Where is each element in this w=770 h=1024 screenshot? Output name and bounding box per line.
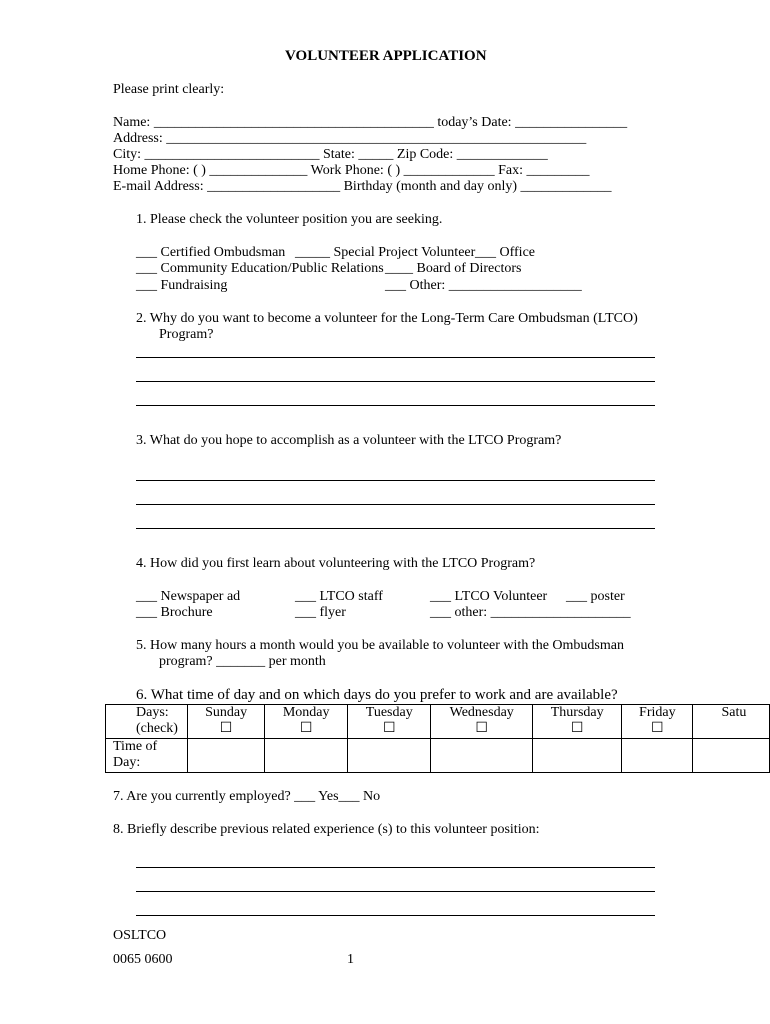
question-2: 2. Why do you want to become a volunteer for the Long-Term Care Ombudsman (LTCO) xyxy=(136,311,638,326)
email-birthday-field[interactable]: E-mail Address: ___________________ Birthday (month and day only) _____________ xyxy=(113,179,612,194)
source-brochure[interactable]: ___ Brochure xyxy=(136,605,213,620)
question-3: 3. What do you hope to accomplish as a volunteer with the LTCO Program? xyxy=(136,433,562,448)
answer-line[interactable] xyxy=(136,504,655,505)
question-5-cont[interactable]: program? _______ per month xyxy=(159,654,326,669)
check-label: (check) xyxy=(136,721,178,736)
time-label: Time of xyxy=(113,739,158,754)
position-community-education[interactable]: ___ Community Education/Public Relations xyxy=(136,261,384,276)
time-saturday[interactable] xyxy=(693,739,770,773)
position-special-project[interactable]: _____ Special Project Volunteer xyxy=(295,245,476,260)
time-sunday[interactable] xyxy=(187,739,264,773)
city-state-zip-field[interactable]: City: _________________________ State: _____ Zip Code: _____________ xyxy=(113,147,548,162)
position-office[interactable]: ___ Office xyxy=(475,245,535,260)
day-label: Satu xyxy=(721,705,747,720)
page-title: VOLUNTEER APPLICATION xyxy=(285,48,487,64)
checkbox-icon[interactable]: ☐ xyxy=(651,721,664,736)
answer-line[interactable] xyxy=(136,867,655,868)
source-flyer[interactable]: ___ flyer xyxy=(295,605,346,620)
time-label-cell xyxy=(106,739,188,773)
checkbox-icon[interactable]: ☐ xyxy=(382,721,396,736)
question-5: 5. How many hours a month would you be available to volunteer with the Ombudsman xyxy=(136,638,624,653)
footer-form-code: 0065 0600 xyxy=(113,952,173,967)
day-wednesday[interactable] xyxy=(431,705,533,739)
source-ltco-volunteer[interactable]: ___ LTCO Volunteer xyxy=(430,589,548,604)
checkbox-icon[interactable]: ☐ xyxy=(299,721,313,736)
source-poster[interactable]: ___ poster xyxy=(566,589,625,604)
day-thursday[interactable] xyxy=(533,705,622,739)
day-tuesday[interactable] xyxy=(348,705,431,739)
position-other[interactable]: ___ Other: ___________________ xyxy=(385,278,582,293)
time-tuesday[interactable] xyxy=(348,739,431,773)
day-friday[interactable] xyxy=(622,705,693,739)
checkbox-icon[interactable]: ☐ xyxy=(219,721,233,736)
time-wednesday[interactable] xyxy=(431,739,533,773)
days-label: Days: xyxy=(136,705,169,720)
checkbox-icon[interactable]: ☐ xyxy=(570,721,584,736)
day-label: Sunday xyxy=(205,705,248,720)
availability-table xyxy=(105,704,770,773)
day-label-time: Day: xyxy=(113,755,141,770)
answer-line[interactable] xyxy=(136,357,655,358)
time-thursday[interactable] xyxy=(533,739,622,773)
days-label-cell xyxy=(106,705,188,739)
day-sunday[interactable] xyxy=(187,705,264,739)
answer-line[interactable] xyxy=(136,915,655,916)
answer-line[interactable] xyxy=(136,528,655,529)
question-4: 4. How did you first learn about volunteering with the LTCO Program? xyxy=(136,556,536,571)
name-date-field[interactable]: Name: ________________________________________ today’s Date: ________________ xyxy=(113,115,628,130)
checkbox-icon[interactable]: ☐ xyxy=(475,721,488,736)
day-label: Thursday xyxy=(550,705,604,720)
answer-line[interactable] xyxy=(136,405,655,406)
phone-fax-field[interactable]: Home Phone: ( ) ______________ Work Phone: ( ) _____________ Fax: _________ xyxy=(113,163,590,178)
time-friday[interactable] xyxy=(622,739,693,773)
answer-line[interactable] xyxy=(136,381,655,382)
source-other[interactable]: ___ other: ____________________ xyxy=(430,605,631,620)
question-6: 6. What time of day and on which days do you prefer to work and are available? xyxy=(136,687,618,703)
day-label: Wednesday xyxy=(449,705,514,720)
source-newspaper-ad[interactable]: ___ Newspaper ad xyxy=(136,589,241,604)
position-board-of-directors[interactable]: ____ Board of Directors xyxy=(385,261,522,276)
position-certified-ombudsman[interactable]: ___ Certified Ombudsman xyxy=(136,245,286,260)
question-8: 8. Briefly describe previous related experience (s) to this volunteer position: xyxy=(113,822,540,837)
day-monday[interactable] xyxy=(265,705,348,739)
position-fundraising[interactable]: ___ Fundraising xyxy=(136,278,228,293)
question-1: 1. Please check the volunteer position you are seeking. xyxy=(136,212,443,227)
day-label: Tuesday xyxy=(365,705,413,720)
question-7[interactable]: 7. Are you currently employed? ___ Yes___ No xyxy=(113,789,381,804)
address-field[interactable]: Address: ____________________________________________________________ xyxy=(113,131,587,146)
day-saturday[interactable] xyxy=(693,705,770,739)
footer-org: OSLTCO xyxy=(113,928,167,943)
time-monday[interactable] xyxy=(265,739,348,773)
source-ltco-staff[interactable]: ___ LTCO staff xyxy=(295,589,383,604)
instruction-text: Please print clearly: xyxy=(113,82,225,97)
answer-line[interactable] xyxy=(136,891,655,892)
day-label: Monday xyxy=(282,705,330,720)
question-2-cont: Program? xyxy=(159,327,214,342)
page-number: 1 xyxy=(347,952,354,967)
answer-line[interactable] xyxy=(136,480,655,481)
day-label: Friday xyxy=(639,705,676,720)
